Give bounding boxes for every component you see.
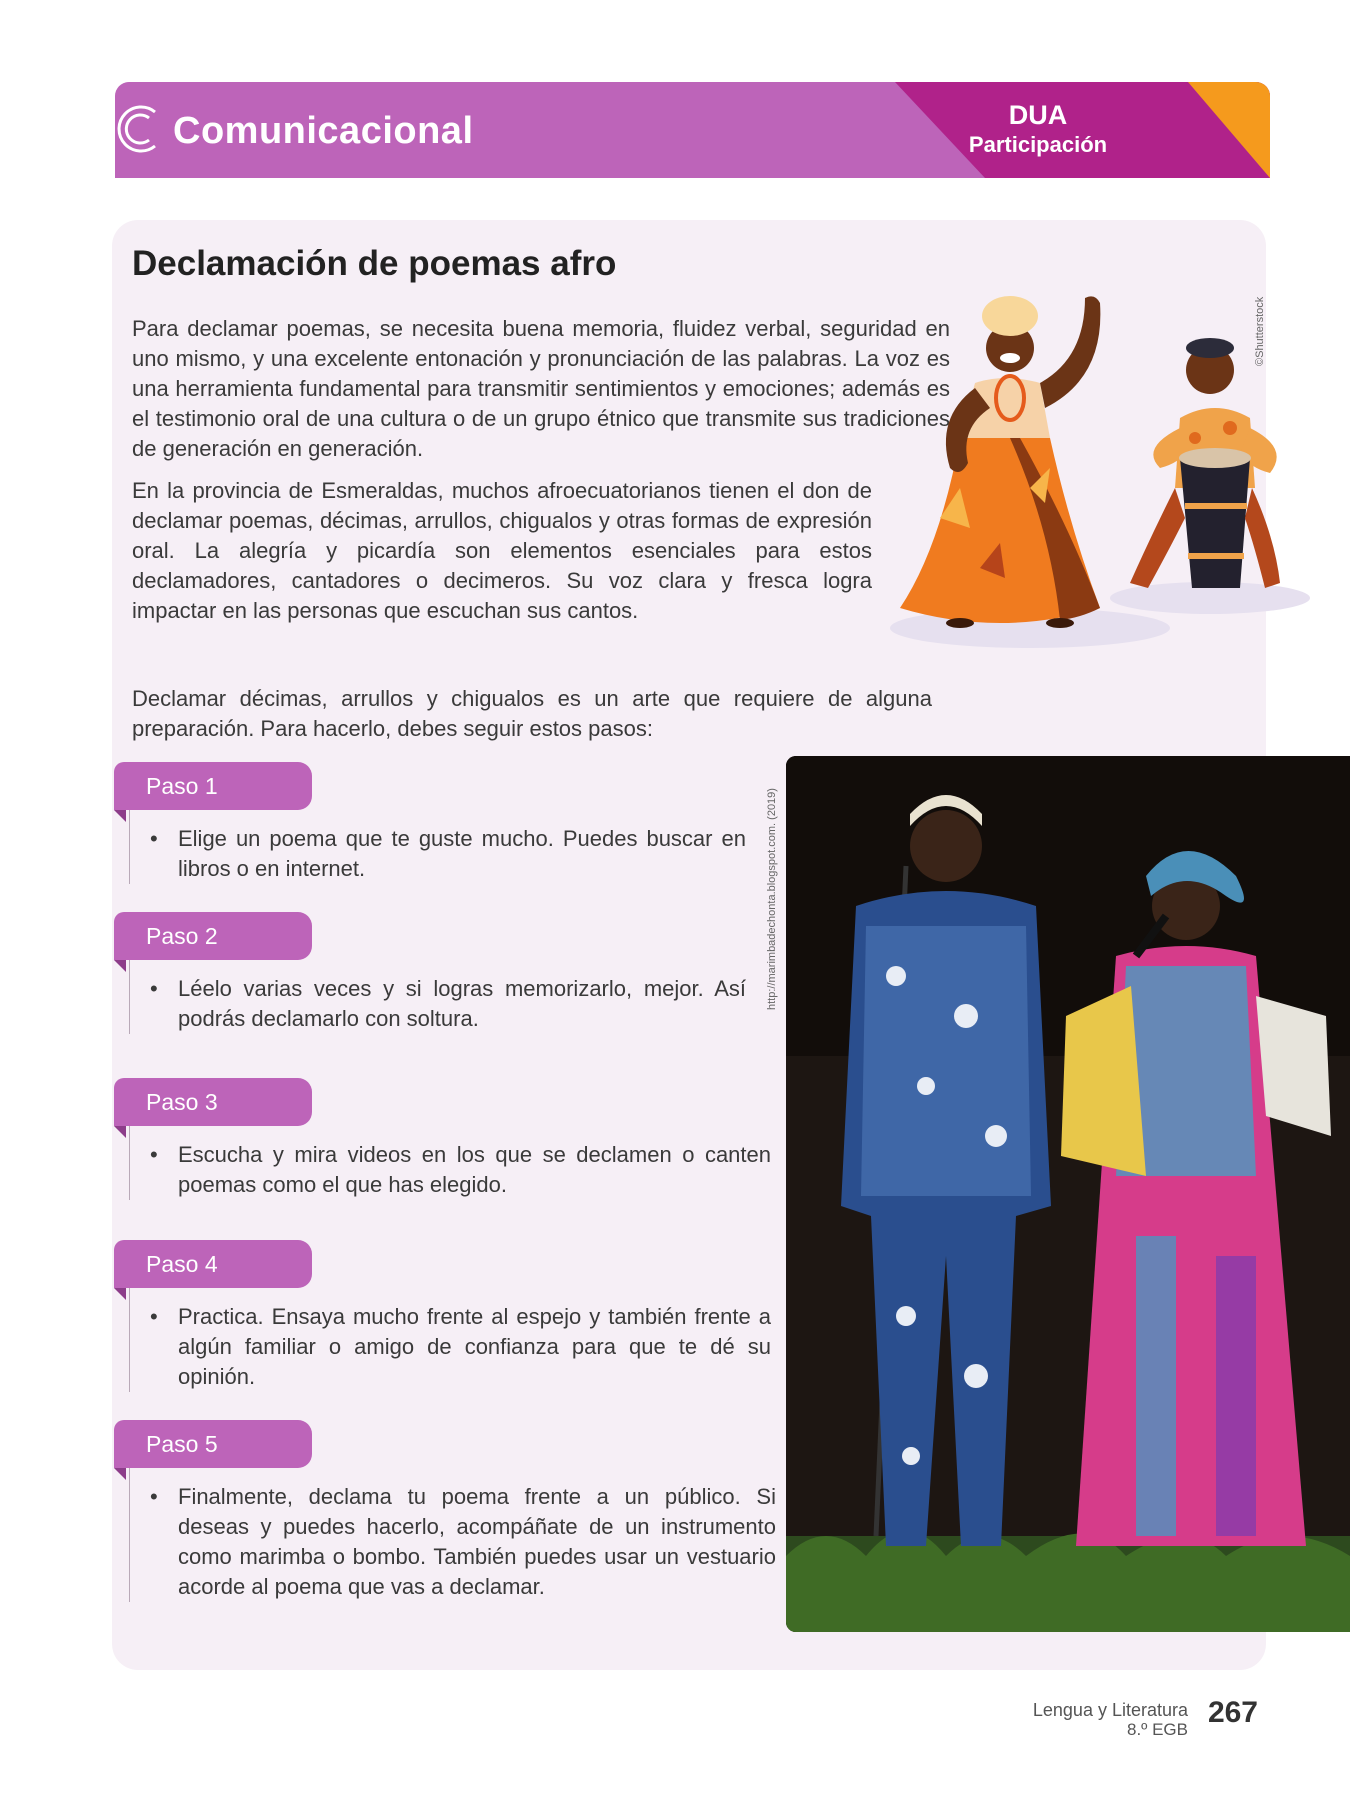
dancers-illustration [880, 288, 1310, 658]
step-1-label: Paso 1 [114, 762, 312, 810]
step-3 [114, 1078, 771, 1200]
step-3-label: Paso 3 [114, 1078, 312, 1126]
step-1 [114, 762, 764, 884]
photo-credit: http://marimbadechonta.blogspot.com. (2019) [766, 788, 778, 1010]
step-1-body [129, 810, 746, 884]
bullet-icon: • [150, 1304, 158, 1329]
section-banner [115, 82, 1270, 178]
bullet-icon: • [150, 1484, 158, 1509]
step-5-body [129, 1468, 776, 1602]
bullet-icon: • [150, 826, 158, 851]
footer-subject: Lengua y Literatura [1032, 1700, 1188, 1720]
step-tab-fold [114, 1126, 126, 1138]
illustration-credit: ©Shutterstock [1254, 296, 1266, 366]
step-5-text: Finalmente, declama tu poema frente a un público. Si deseas y puedes hacerlo, acompáñate de un instrumento como marimba o bombo. También puedes usar un vestuario acorde al poema que vas a declamar. [178, 1484, 776, 1599]
section-title: Comunicacional [173, 110, 474, 152]
page-title: Declamación de poemas afro [132, 244, 617, 283]
steps-intro-paragraph: Declamar décimas, arrullos y chigualos es un arte que requiere de alguna preparación. Para hacerlo, debes seguir estos pasos: [132, 686, 932, 741]
intro-paragraph: Para declamar poemas, se necesita buena memoria, fluidez verbal, seguridad en uno mismo, y una excelente entonación y pronunciación de las palabras. La voz es una herramienta fundamental para transmitir sentimientos y emociones; además es el testimonio oral de una cultura o de un grupo étnico que transmite sus tradiciones de generación en generación. [132, 316, 950, 461]
bullet-icon: • [150, 976, 158, 1001]
step-tab-fold [114, 960, 126, 972]
step-tab-fold [114, 1288, 126, 1300]
step-4-text: Practica. Ensaya mucho frente al espejo y también frente a algún familiar o amigo de confianza para que te dé su opinión. [178, 1304, 771, 1389]
performers-photo [786, 756, 1350, 1632]
footer-grade: 8.º EGB [1126, 1720, 1188, 1739]
page-number: 267 [1207, 1696, 1258, 1729]
step-tab-fold [114, 1468, 126, 1480]
step-4-body [129, 1288, 771, 1392]
step-1-text: Elige un poema que te guste mucho. Puedes buscar en libros o en internet. [178, 826, 746, 881]
step-3-text: Escucha y mira videos en los que se declamen o canten poemas como el que has elegido. [178, 1142, 771, 1197]
bullet-icon: • [150, 1142, 158, 1167]
step-2-body [129, 960, 746, 1034]
step-tab-fold [114, 810, 126, 822]
step-4 [114, 1240, 771, 1392]
step-5 [114, 1420, 776, 1602]
dua-badge-title: DUA [1008, 100, 1068, 130]
step-3-body [129, 1126, 771, 1200]
step-2-text: Léelo varias veces y si logras memorizarlo, mejor. Así podrás declamarlo con soltura. [178, 976, 746, 1031]
esmeraldas-paragraph: En la provincia de Esmeraldas, muchos afroecuatorianos tienen el don de declamar poemas, décimas, arrullos, chigualos y otras formas de expresión oral. La alegría y picardía son elementos esenciales para estos declamadores, cantadores o decimeros. Su voz clara y fresca logra impactar en las personas que escuchan sus cantos. [132, 478, 872, 623]
step-4-label: Paso 4 [114, 1240, 312, 1288]
step-2-label: Paso 2 [114, 912, 312, 960]
dua-badge-subtitle: Participación [968, 132, 1108, 157]
comunicacional-c-icon [115, 96, 163, 162]
step-2 [114, 912, 764, 1034]
step-5-label: Paso 5 [114, 1420, 312, 1468]
